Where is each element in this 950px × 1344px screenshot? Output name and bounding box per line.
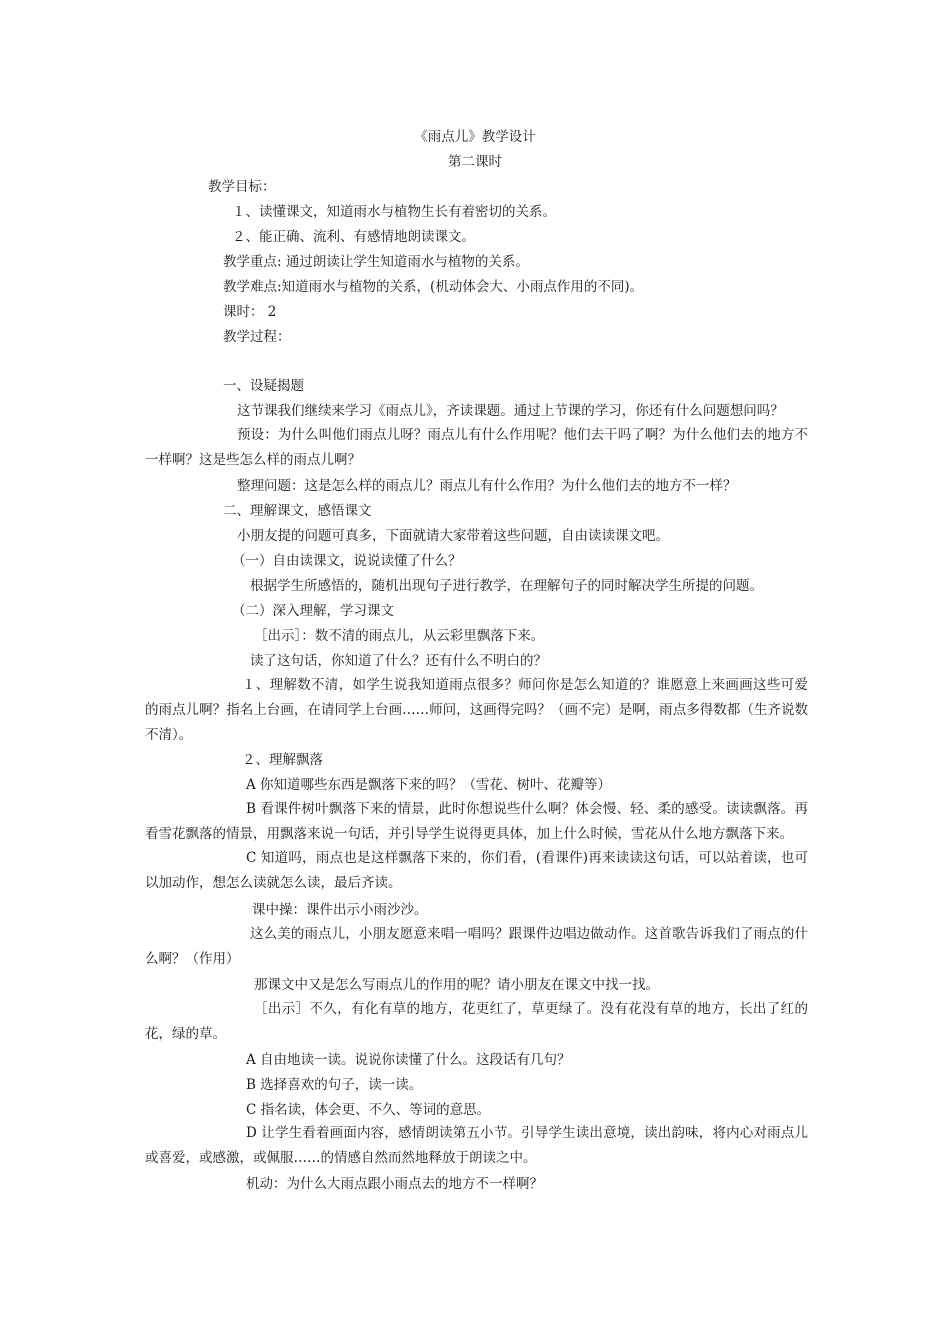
show-sentence-1: ［出示］：数不清的雨点儿，从云彩里飘落下来。 [254,628,545,644]
show-sentence-2: ［出示］不久，有化有草的地方，花更红了，草更绿了。没有花没有草的地方，长出了红的花，绿的草。 [145,1001,808,1042]
item-2-b: B 看课件树叶飘落下来的情景，此时你想说些什么啊？体会慢、轻、柔的感受。读读飘落。再看雪花飘落的情景，用飘落来说一句话，并引导学生说得更具体，加上什么时候，雪花从什么地方飘落下来。 [145,801,808,842]
section-2-paragraph-1: 小朋友提的问题可真多，下面就请大家带着这些问题，自由读读课文吧。 [237,528,669,544]
item-2-a: A 你知道哪些东西是飘落下来的吗？（雪花、树叶、花瓣等） [246,777,612,793]
section-1-title: 一、设疑揭题 [223,378,304,394]
find-paragraph: 那课文中又是怎么写雨点儿的作用的呢？请小朋友在课文中找一找。 [254,977,659,993]
item-2-title: ２、理解飘落 [242,752,323,768]
step-b: B 选择喜欢的句子，读一读。 [246,1077,423,1093]
process-label: 教学过程： [223,329,291,345]
step-d: D 让学生看着画面内容，感情朗读第五小节。引导学生读出意境，读出韵味，将内心对雨点儿或喜爱，或感激，或佩服……的情感自然而然地释放于朗读之中。 [145,1125,808,1166]
section-2-title: 二、理解课文，感悟课文 [223,503,372,519]
step-c: C 指名读，体会更、不久、等词的意思。 [246,1102,491,1118]
subsection-1-title: （一）自由读课文，说说读懂了什么？ [232,553,462,569]
class-hours: 课时： 2 [223,304,277,320]
section-1-paragraph-1: 这节课我们继续来学习《雨点儿》，齐读课题。通过上节课的学习，你还有什么问题想问吗？ [237,403,784,419]
question-1: 读了这句话，你知道了什么？还有什么不明白的？ [250,653,547,669]
subsection-2-title: （二）深入理解，学习课文 [232,603,394,619]
key-point: 教学重点: 通过朗读让学生知道雨水与植物的关系。 [223,254,529,270]
section-1-paragraph-3: 整理问题：这是怎么样的雨点儿？雨点儿有什么作用？为什么他们去的地方不一样？ [237,478,737,494]
goal-1: １、读懂课文，知道雨水与植物生长有着密切的关系。 [232,204,556,220]
subsection-1-paragraph: 根据学生所感悟的，随机出现句子进行教学，在理解句子的同时解决学生所提的问题。 [250,578,763,594]
song-paragraph: 这么美的雨点儿，小朋友愿意来唱一唱吗？跟课件边唱边做动作。这首歌告诉我们了雨点的什么啊？（作用） [145,926,808,967]
flex-question: 机动：为什么大雨点跟小雨点去的地方不一样啊？ [246,1176,543,1192]
document-title: 《雨点儿》教学设计 [414,129,536,145]
item-1-paragraph: １、理解数不清，如学生说我知道雨点很多？师问你是怎么知道的？谁愿意上来画画这些可爱的雨点儿啊？指名上台画，在请同学上台画……师问，这画得完吗？（画不完）是啊，雨点多得数都（生齐说数不清）。 [145,677,808,743]
class-exercise: 课中操：课件出示小雨沙沙。 [252,902,428,918]
difficulty: 教学难点:知道雨水与植物的关系，(机动体会大、小雨点作用的不同)。 [223,279,644,295]
document-subtitle: 第二课时 [448,154,502,170]
goal-2: ２、能正确、流利、有感情地朗读课文。 [232,229,475,245]
item-2-c: C 知道吗，雨点也是这样飘落下来的，你们看，(看课件)再来读读这句话，可以站着读，也可以加动作，想怎么读就怎么读，最后齐读。 [145,850,808,891]
section-1-paragraph-2: 预设：为什么叫他们雨点儿呀？雨点儿有什么作用呢？他们去干吗了啊？为什么他们去的地方不一样啊？这是些怎么样的雨点儿啊？ [145,427,808,468]
goals-label: 教学目标： [208,179,276,195]
step-a: A 自由地读一读。说说你读懂了什么。这段话有几句？ [246,1052,571,1068]
